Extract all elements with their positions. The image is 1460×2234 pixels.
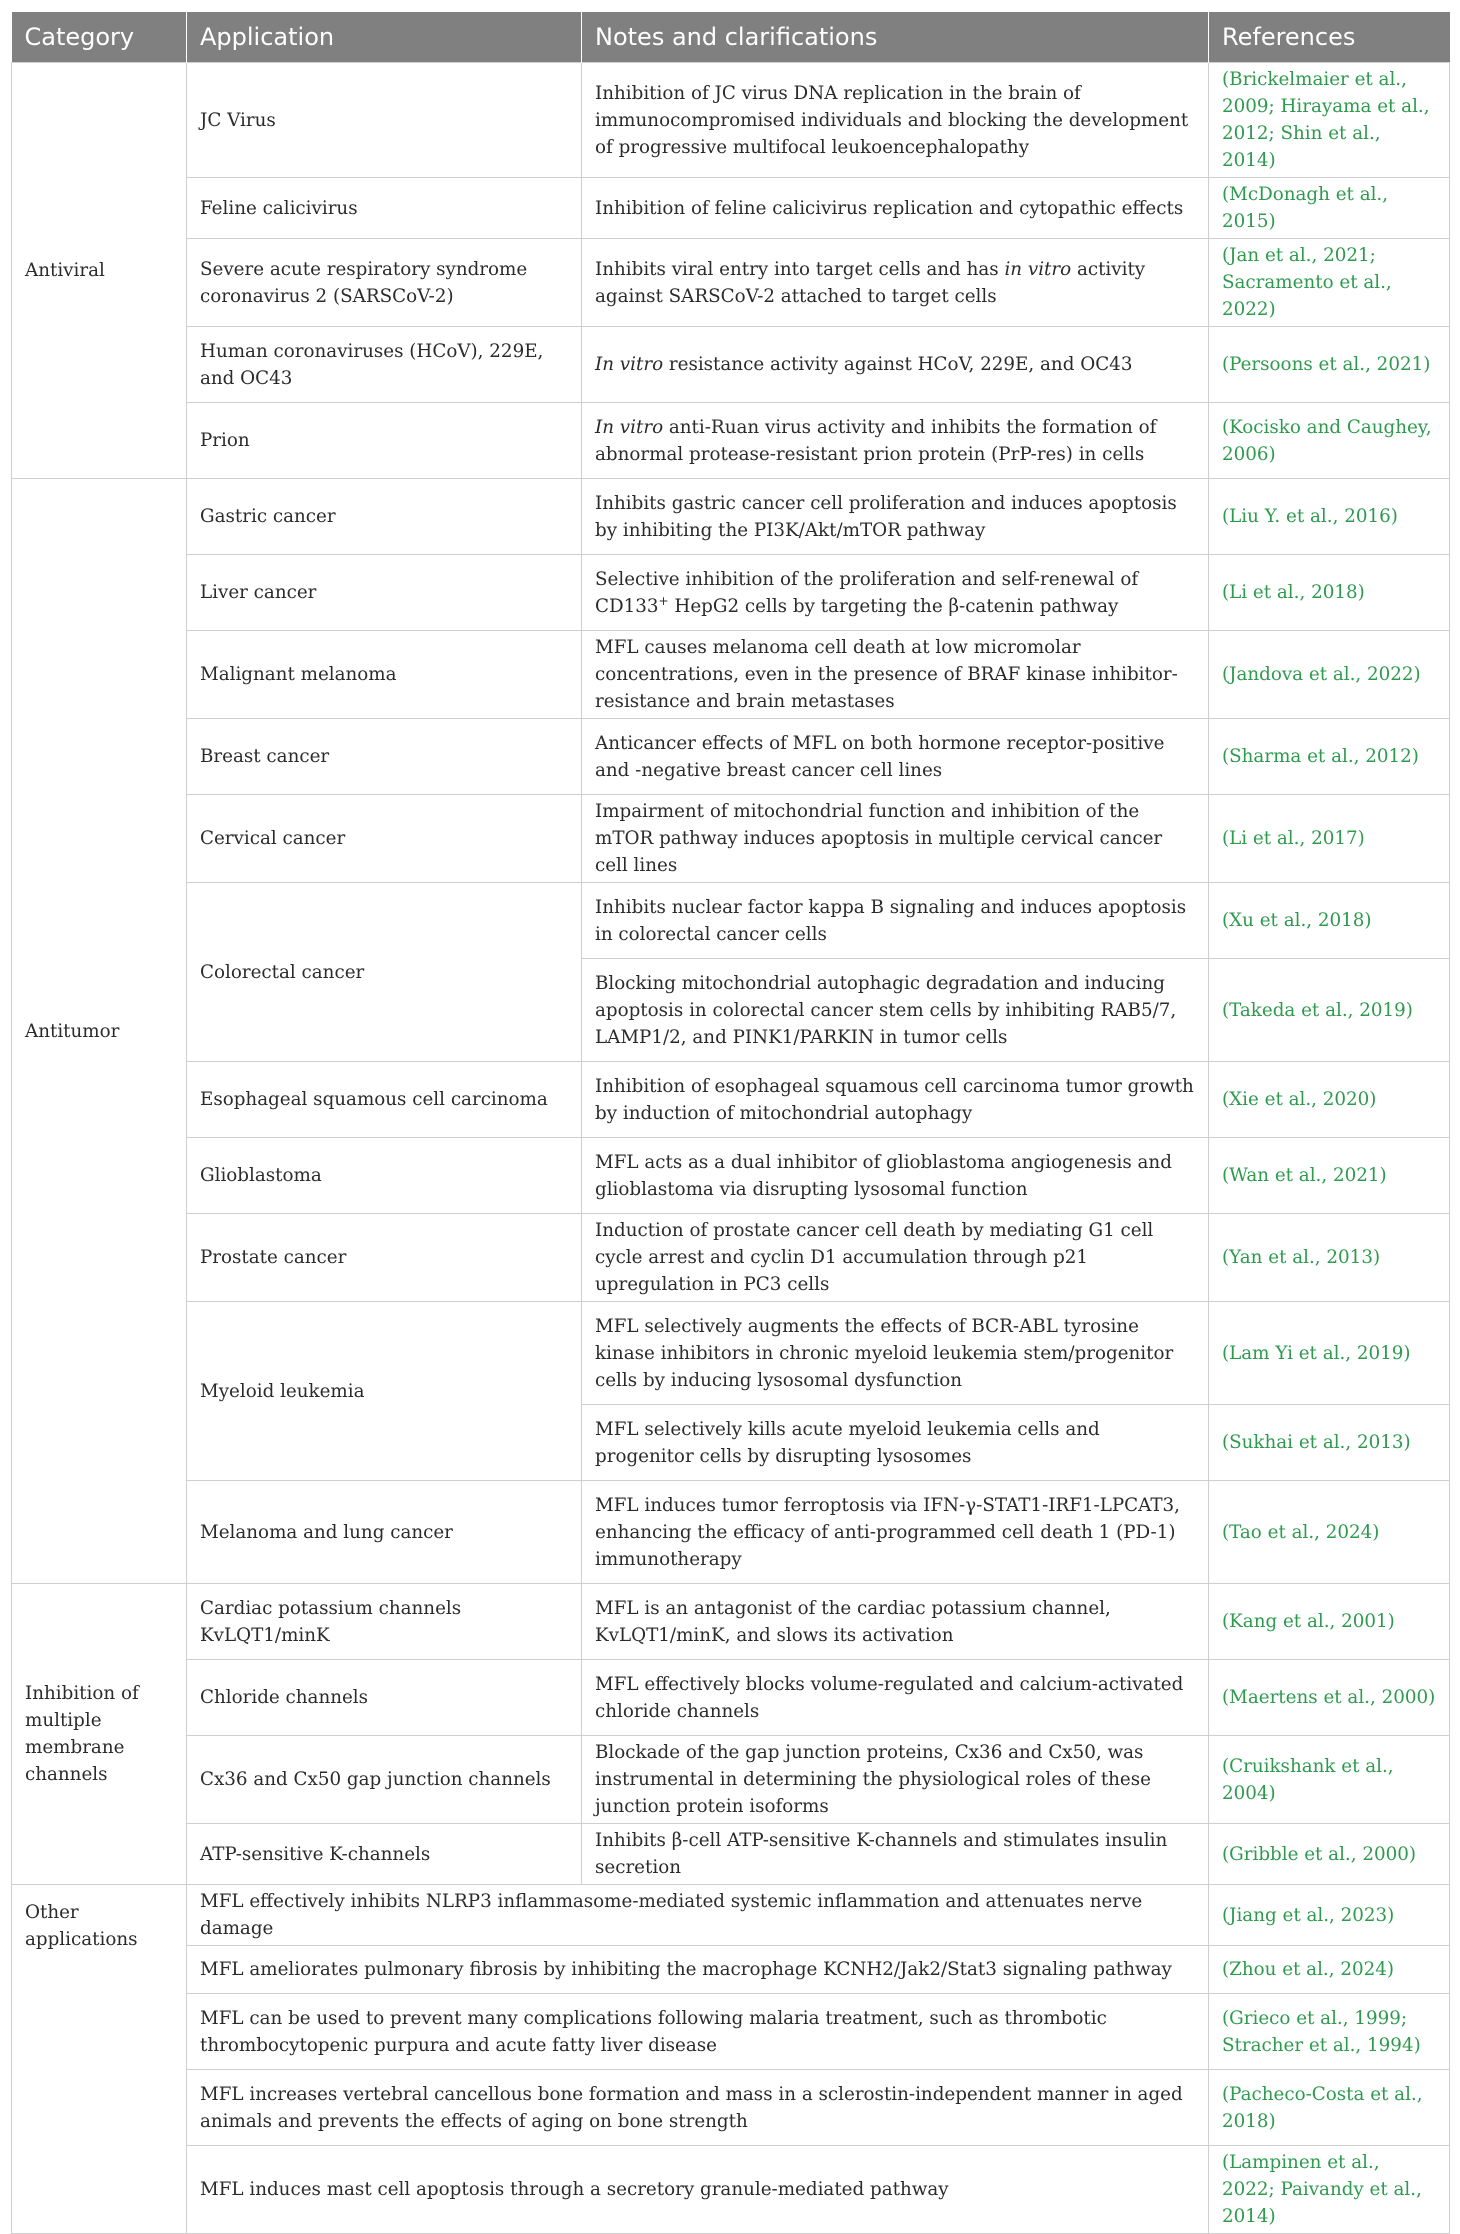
table-row [12, 403, 1450, 479]
header-notes: Notes and clarifications [582, 12, 1209, 63]
table-row [12, 1736, 1450, 1824]
notes-cell [582, 555, 1209, 631]
notes-text: activity against SARSCoV-2 attached to target cells [595, 258, 1146, 307]
reference-link[interactable]: (Maertens et al., 2000) [1209, 1660, 1450, 1736]
table-row [12, 63, 1450, 178]
notes-cell [582, 239, 1209, 327]
notes-text: anti-Ruan virus activity and inhibits the formation of abnormal protease-resistant prion protein (PrP-res) in cells [595, 416, 1157, 465]
notes-cell [582, 403, 1209, 479]
category-cell: Antitumor [12, 479, 187, 1584]
category-cell: Other applications [12, 1885, 187, 2234]
table-row [12, 1994, 1450, 2070]
reference-link[interactable]: (Zhou et al., 2024) [1209, 1946, 1450, 1994]
superscript-text: + [658, 593, 669, 608]
table-row [12, 719, 1450, 795]
reference-link[interactable]: (Gribble et al., 2000) [1209, 1824, 1450, 1885]
reference-link[interactable]: (Yan et al., 2013) [1209, 1214, 1450, 1302]
category-cell: Inhibition of multiple membrane channels [12, 1584, 187, 1885]
notes-cell: MFL selectively augments the effects of BCR-ABL tyrosine kinase inhibitors in chronic myeloid leukemia stem/progenitor cells by inducing lysosomal dysfunction [582, 1302, 1209, 1405]
reference-link[interactable]: (Sharma et al., 2012) [1209, 719, 1450, 795]
table-row [12, 239, 1450, 327]
applications-table [11, 12, 1450, 2234]
table-row [12, 1481, 1450, 1584]
notes-italic-text: In vitro [595, 416, 664, 438]
notes-cell: Blockade of the gap junction proteins, Cx36 and Cx50, was instrumental in determining the physiological roles of these junction protein isoforms [582, 1736, 1209, 1824]
notes-cell: Impairment of mitochondrial function and inhibition of the mTOR pathway induces apoptosis in multiple cervical cancer cell lines [582, 795, 1209, 883]
reference-link[interactable]: (Lam Yi et al., 2019) [1209, 1302, 1450, 1405]
notes-text: Inhibits viral entry into target cells and has [595, 258, 1005, 280]
table-row [12, 2070, 1450, 2146]
notes-cell: MFL increases vertebral cancellous bone formation and mass in a sclerostin-independent manner in aged animals and prevents the effects of aging on bone strength [187, 2070, 1209, 2146]
application-cell: Human coronaviruses (HCoV), 229E, and OC43 [187, 327, 582, 403]
table-row [12, 479, 1450, 555]
applications-table-container [11, 12, 1449, 2234]
reference-link[interactable]: (Liu Y. et al., 2016) [1209, 479, 1450, 555]
table-row [12, 1660, 1450, 1736]
notes-cell: Inhibits nuclear factor kappa B signaling and induces apoptosis in colorectal cancer cells [582, 883, 1209, 959]
application-cell: Esophageal squamous cell carcinoma [187, 1062, 582, 1138]
reference-link[interactable]: (Grieco et al., 1999; Stracher et al., 1994) [1209, 1994, 1450, 2070]
reference-link[interactable]: (Kocisko and Caughey, 2006) [1209, 403, 1450, 479]
table-row [12, 555, 1450, 631]
reference-link[interactable]: (Jiang et al., 2023) [1209, 1885, 1450, 1946]
reference-link[interactable]: (Li et al., 2018) [1209, 555, 1450, 631]
reference-link[interactable]: (Takeda et al., 2019) [1209, 959, 1450, 1062]
notes-cell: MFL induces tumor ferroptosis via IFN-γ-STAT1-IRF1-LPCAT3, enhancing the efficacy of anti-programmed cell death 1 (PD-1) immunotherapy [582, 1481, 1209, 1584]
notes-cell: Blocking mitochondrial autophagic degradation and inducing apoptosis in colorectal cancer stem cells by inhibiting RAB5/7, LAMP1/2, and PINK1/PARKIN in tumor cells [582, 959, 1209, 1062]
table-row [12, 1138, 1450, 1214]
application-cell: Prion [187, 403, 582, 479]
application-cell: Chloride channels [187, 1660, 582, 1736]
application-cell: Severe acute respiratory syndrome coronavirus 2 (SARSCoV-2) [187, 239, 582, 327]
application-cell: Breast cancer [187, 719, 582, 795]
notes-cell: Inhibition of JC virus DNA replication in the brain of immunocompromised individuals and blocking the development of progressive multifocal leukoencephalopathy [582, 63, 1209, 178]
application-cell: Myeloid leukemia [187, 1302, 582, 1481]
table-row [12, 1062, 1450, 1138]
notes-text: HepG2 cells by targeting the β-catenin pathway [668, 595, 1119, 617]
application-cell: Gastric cancer [187, 479, 582, 555]
application-cell: Prostate cancer [187, 1214, 582, 1302]
notes-cell: MFL effectively blocks volume-regulated and calcium-activated chloride channels [582, 1660, 1209, 1736]
application-cell: Malignant melanoma [187, 631, 582, 719]
table-row [12, 1824, 1450, 1885]
notes-text: Selective inhibition of the proliferation and self-renewal of CD133 [595, 568, 1139, 617]
table-row [12, 1302, 1450, 1405]
reference-link[interactable]: (Pacheco-Costa et al., 2018) [1209, 2070, 1450, 2146]
header-category: Category [12, 12, 187, 63]
notes-cell: Inhibits gastric cancer cell proliferation and induces apoptosis by inhibiting the PI3K/Akt/mTOR pathway [582, 479, 1209, 555]
table-row [12, 1584, 1450, 1660]
application-cell: Melanoma and lung cancer [187, 1481, 582, 1584]
reference-link[interactable]: (Xie et al., 2020) [1209, 1062, 1450, 1138]
notes-cell: MFL selectively kills acute myeloid leukemia cells and progenitor cells by disrupting lysosomes [582, 1405, 1209, 1481]
category-cell: Antiviral [12, 63, 187, 479]
reference-link[interactable]: (Sukhai et al., 2013) [1209, 1405, 1450, 1481]
notes-italic-text: In vitro [595, 354, 664, 375]
reference-link[interactable]: (Kang et al., 2001) [1209, 1584, 1450, 1660]
reference-link[interactable]: (Brickelmaier et al., 2009; Hirayama et al., 2012; Shin et al., 2014) [1209, 63, 1450, 178]
notes-cell: MFL is an antagonist of the cardiac potassium channel, KvLQT1/minK, and slows its activation [582, 1584, 1209, 1660]
notes-cell: Inhibition of feline calicivirus replication and cytopathic effects [582, 178, 1209, 239]
reference-link[interactable]: (Persoons et al., 2021) [1209, 327, 1450, 403]
reference-link[interactable]: (Li et al., 2017) [1209, 795, 1450, 883]
reference-link[interactable]: (Xu et al., 2018) [1209, 883, 1450, 959]
table-row [12, 327, 1450, 403]
table-row [12, 2146, 1450, 2234]
table-row [12, 883, 1450, 959]
application-cell: Glioblastoma [187, 1138, 582, 1214]
application-cell: Feline calicivirus [187, 178, 582, 239]
reference-link[interactable]: (Lampinen et al., 2022; Paivandy et al., 2014) [1209, 2146, 1450, 2234]
reference-link[interactable]: (McDonagh et al., 2015) [1209, 178, 1450, 239]
table-row [12, 631, 1450, 719]
reference-link[interactable]: (Tao et al., 2024) [1209, 1481, 1450, 1584]
application-cell: JC Virus [187, 63, 582, 178]
reference-link[interactable]: (Jandova et al., 2022) [1209, 631, 1450, 719]
notes-cell: MFL can be used to prevent many complications following malaria treatment, such as thrombotic thrombocytopenic purpura and acute fatty liver disease [187, 1994, 1209, 2070]
table-row [12, 178, 1450, 239]
application-cell: Cervical cancer [187, 795, 582, 883]
header-row [12, 12, 1450, 63]
notes-cell: Induction of prostate cancer cell death by mediating G1 cell cycle arrest and cyclin D1 accumulation through p21 upregulation in PC3 cells [582, 1214, 1209, 1302]
notes-cell: Anticancer effects of MFL on both hormone receptor-positive and -negative breast cancer cell lines [582, 719, 1209, 795]
table-row [12, 1946, 1450, 1994]
header-references: References [1209, 12, 1450, 63]
notes-cell: Inhibition of esophageal squamous cell carcinoma tumor growth by induction of mitochondrial autophagy [582, 1062, 1209, 1138]
notes-cell: MFL induces mast cell apoptosis through a secretory granule-mediated pathway [187, 2146, 1209, 2234]
application-cell: ATP-sensitive K-channels [187, 1824, 582, 1885]
reference-link[interactable]: (Cruikshank et al., 2004) [1209, 1736, 1450, 1824]
notes-cell: MFL acts as a dual inhibitor of glioblastoma angiogenesis and glioblastoma via disrupting lysosomal function [582, 1138, 1209, 1214]
notes-cell [582, 327, 1209, 403]
notes-italic-text: in vitro [1004, 258, 1072, 280]
table-header [12, 12, 1450, 63]
header-application: Application [187, 12, 582, 63]
notes-cell: MFL ameliorates pulmonary fibrosis by inhibiting the macrophage KCNH2/Jak2/Stat3 signaling pathway [187, 1946, 1209, 1994]
application-cell: Cx36 and Cx50 gap junction channels [187, 1736, 582, 1824]
reference-link[interactable]: (Wan et al., 2021) [1209, 1138, 1450, 1214]
table-row [12, 1214, 1450, 1302]
notes-cell: MFL causes melanoma cell death at low micromolar concentrations, even in the presence of BRAF kinase inhibitor-resistance and brain metastases [582, 631, 1209, 719]
notes-cell: MFL effectively inhibits NLRP3 inflammasome-mediated systemic inflammation and attenuates nerve damage [187, 1885, 1209, 1946]
reference-link[interactable]: (Jan et al., 2021; Sacramento et al., 2022) [1209, 239, 1450, 327]
table-row [12, 1885, 1450, 1946]
application-cell: Liver cancer [187, 555, 582, 631]
application-cell: Cardiac potassium channels KvLQT1/minK [187, 1584, 582, 1660]
application-cell: Colorectal cancer [187, 883, 582, 1062]
notes-text: resistance activity against HCoV, 229E, and OC43 [663, 354, 1133, 375]
table-row [12, 795, 1450, 883]
notes-cell: Inhibits β-cell ATP-sensitive K-channels and stimulates insulin secretion [582, 1824, 1209, 1885]
